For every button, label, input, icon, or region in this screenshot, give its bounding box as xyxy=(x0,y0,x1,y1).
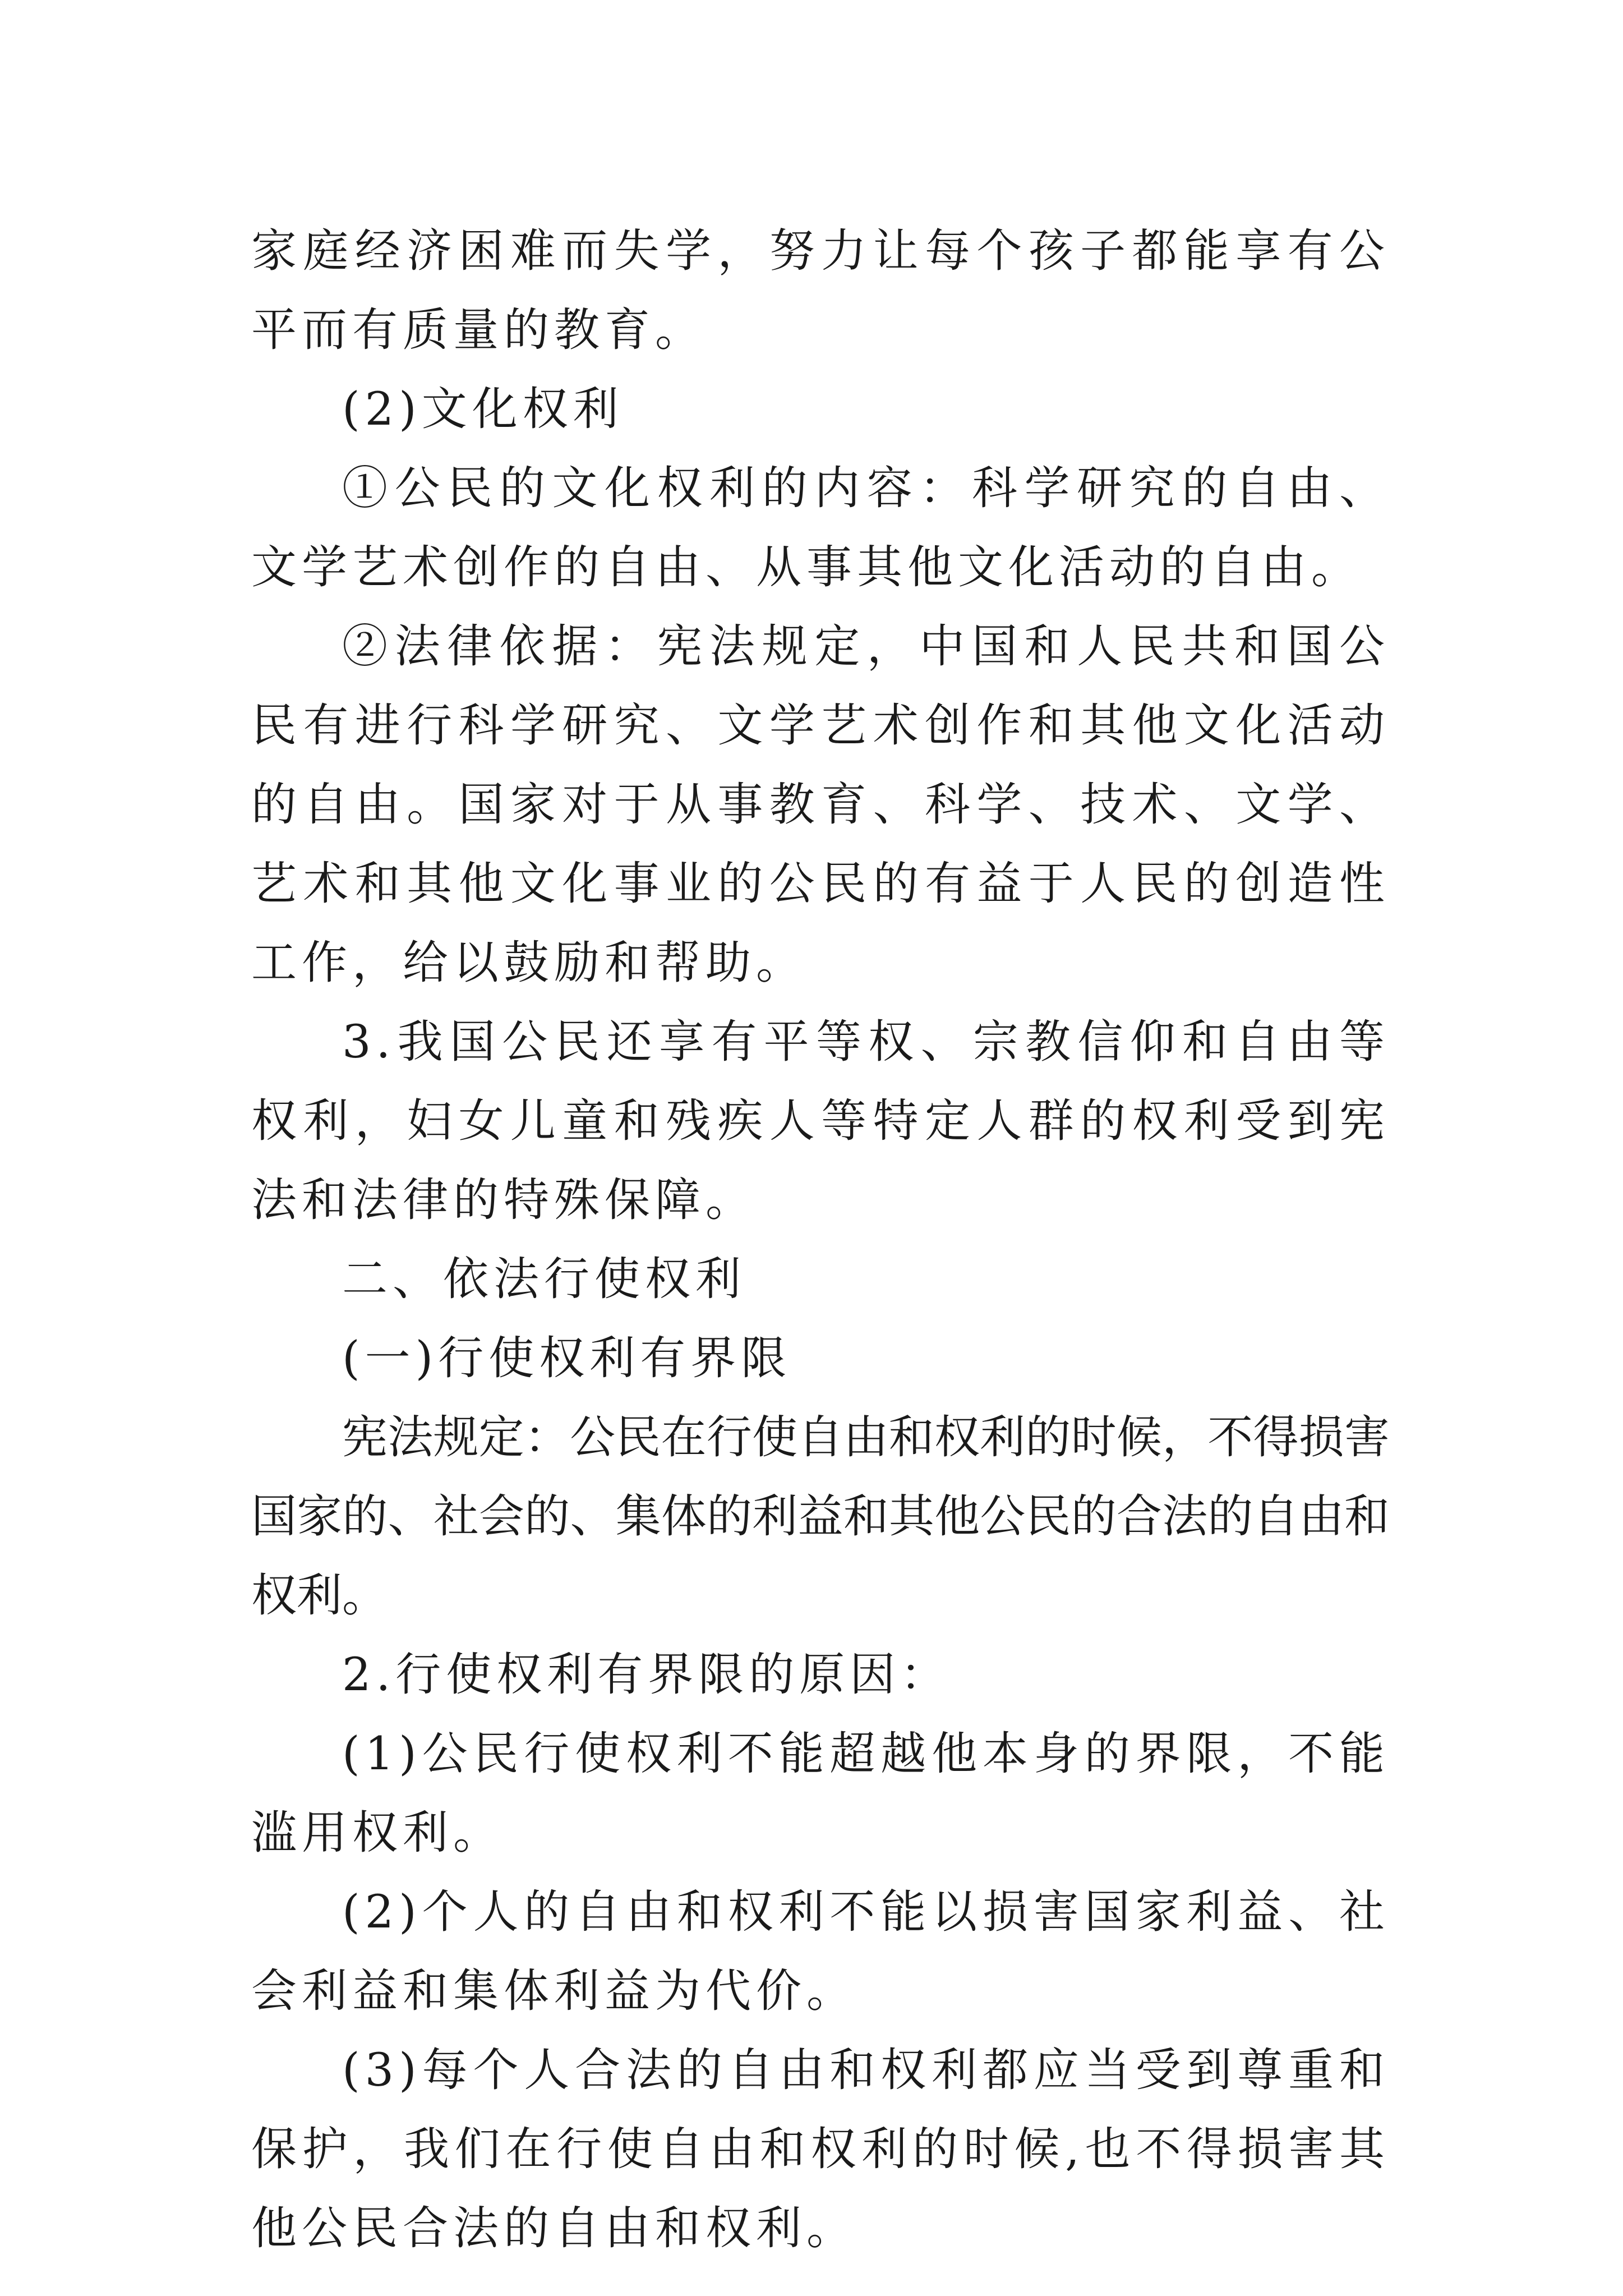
paragraph-reason-2: (2)个人的自由和权利不能以损害国家利益、社会利益和集体利益为代价。 xyxy=(251,1886,1390,2018)
paragraph-other-rights: 3.我国公民还享有平等权、宗教信仰和自由等权利，妇女儿童和残疾人等特定人群的权利受到宪法和法律的特殊保障。 xyxy=(251,1016,1390,1227)
paragraph-reason-1: (1)公民行使权利不能超越他本身的界限，不能滥用权利。 xyxy=(251,1728,1390,1860)
document-page xyxy=(251,212,1390,2269)
heading-reasons-for-limits: 2.行使权利有界限的原因： xyxy=(342,1649,951,1701)
paragraph-constitution-provision: 宪法规定：公民在行使自由和权利的时候，不得损害国家的、社会的、集体的利益和其他公民的合法的自由和权利。 xyxy=(251,1411,1390,1622)
paragraph-cultural-rights-content: ①公民的文化权利的内容：科学研究的自由、文学艺术创作的自由、从事其他文化活动的自由。 xyxy=(251,462,1390,594)
paragraph-reason-3: (3)每个人合法的自由和权利都应当受到尊重和保护，我们在行使自由和权利的时候,也不得损害其他公民合法的自由和权利。 xyxy=(251,2044,1390,2255)
paragraph-legal-basis: ②法律依据：宪法规定，中国和人民共和国公民有进行科学研究、文学艺术创作和其他文化活动的自由。国家对于从事教育、科学、技术、文学、艺术和其他文化事业的公民的有益于人民的创造性工作，给以鼓励和帮助。 xyxy=(251,620,1390,990)
paragraph-education-fairness: 家庭经济困难而失学，努力让每个孩子都能享有公平而有质量的教育。 xyxy=(251,225,1390,357)
heading-exercise-rights-lawfully: 二、依法行使权利 xyxy=(342,1253,746,1306)
heading-rights-have-limits: (一)行使权利有界限 xyxy=(342,1332,792,1385)
heading-cultural-rights: (2)文化权利 xyxy=(342,383,624,436)
